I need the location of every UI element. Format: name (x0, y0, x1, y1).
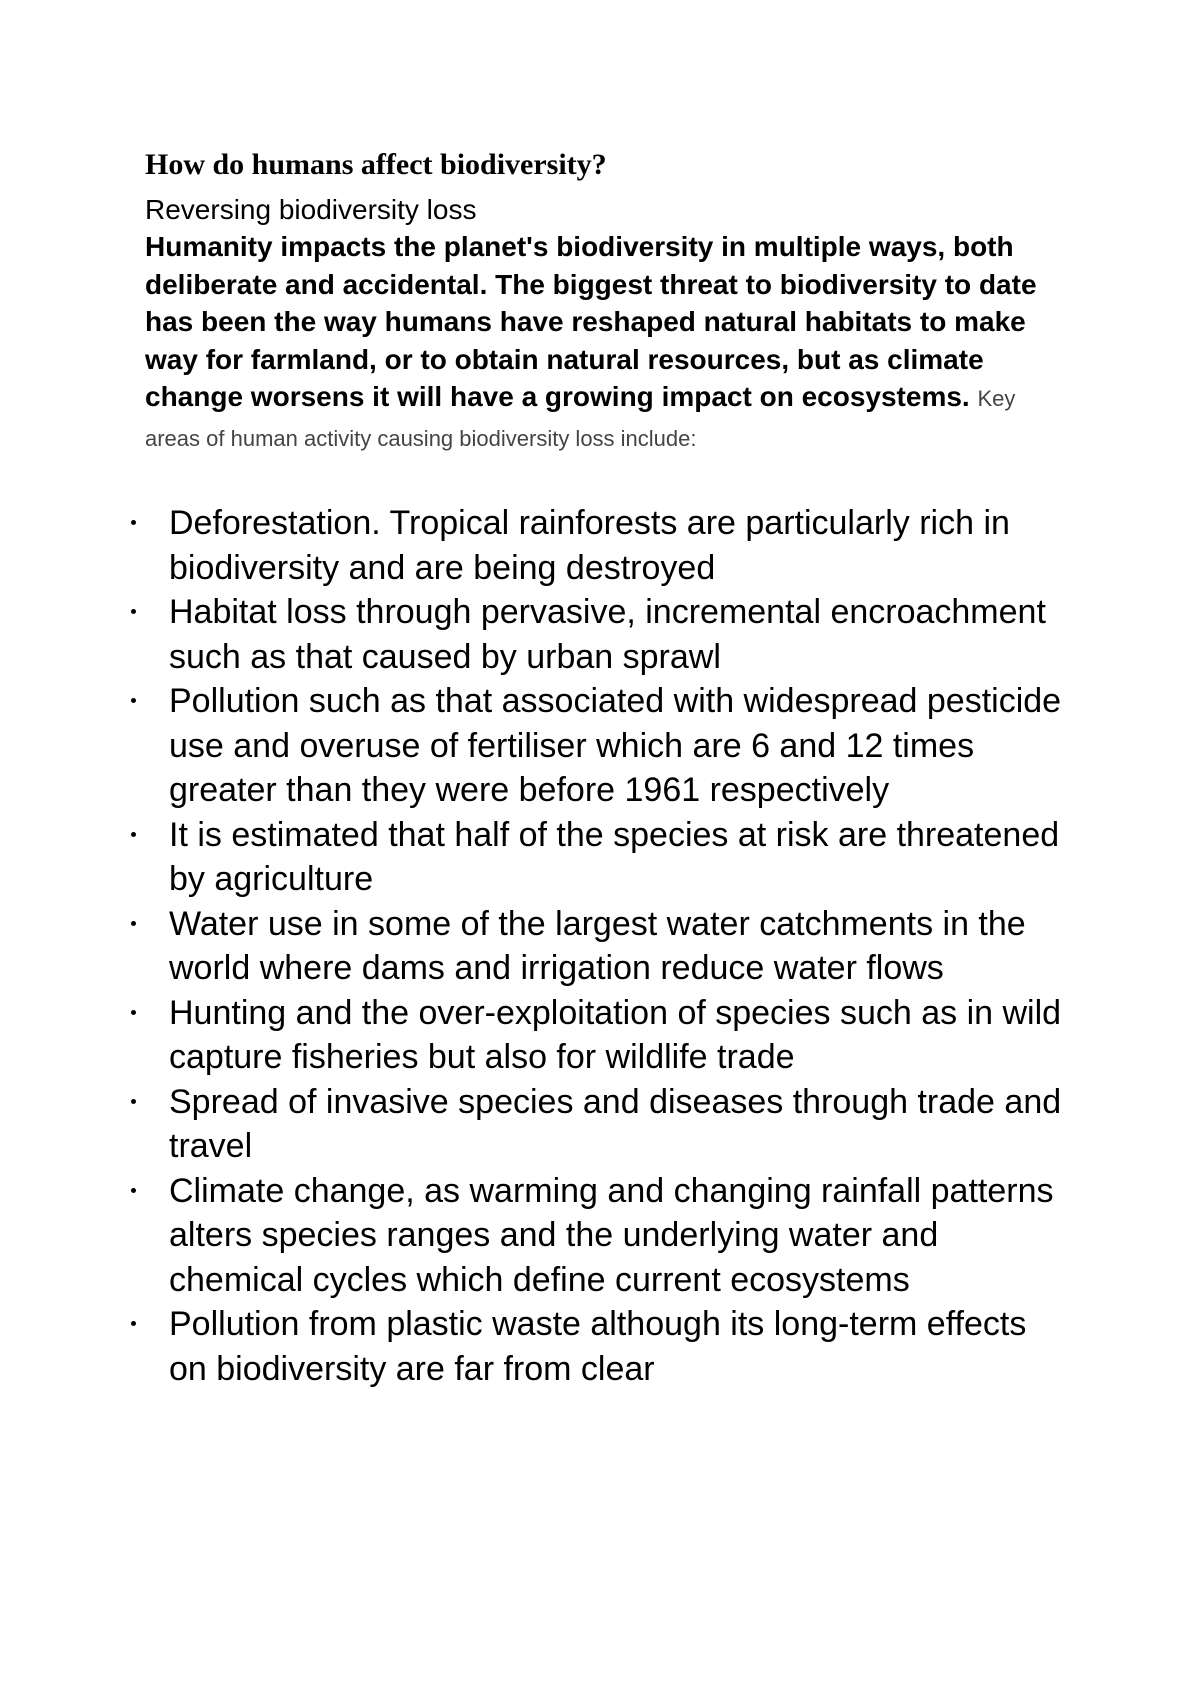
list-item (145, 590, 1070, 679)
list-item (145, 501, 1070, 590)
list-item-text: It is estimated that half of the species at risk are threatened by agriculture (169, 815, 1060, 898)
document-title: How do humans affect biodiversity? (145, 148, 607, 181)
list-item (145, 991, 1070, 1080)
list-item-text: Climate change, as warming and changing rainfall patterns alters species ranges and the underlying water and chemical cycles which define current ecosystems (169, 1171, 1054, 1299)
bullet-icon (131, 921, 136, 926)
bullet-icon (131, 698, 136, 703)
intro-paragraph (145, 228, 1070, 457)
bullet-icon (131, 832, 136, 837)
bullet-icon (131, 1188, 136, 1193)
list-item (145, 813, 1070, 902)
bullet-icon (131, 1321, 136, 1326)
list-item-text: Deforestation. Tropical rainforests are particularly rich in biodiversity and are being destroyed (169, 504, 1010, 587)
document-subtitle: Reversing biodiversity loss (145, 194, 477, 225)
intro-tail-text: Key areas of human activity causing biodiversity loss include: (145, 386, 1016, 451)
intro-bold-text: Humanity impacts the planet's biodiversity in multiple ways, both deliberate and accidental. The biggest threat to biodiversity to date has been the way humans have reshaped natural habitats to make way for farmland, or to obtain natural resources, but as climate change worsens it will have a growing impact on ecosystems. (145, 231, 1037, 412)
list-item (145, 902, 1070, 991)
list-item-text: Pollution from plastic waste although its long-term effects on biodiversity are far from clear (169, 1305, 1027, 1388)
bullet-icon (131, 1099, 136, 1104)
bullet-list (145, 501, 1070, 1391)
list-item (145, 1302, 1070, 1391)
bullet-icon (131, 609, 136, 614)
list-item-text: Spread of invasive species and diseases through trade and travel (169, 1082, 1062, 1165)
list-item-text: Pollution such as that associated with widespread pesticide use and overuse of fertiliser which are 6 and 12 times greater than they were before 1961 respectively (169, 682, 1062, 809)
list-item (145, 1169, 1070, 1303)
list-item (145, 1080, 1070, 1169)
bullet-icon (131, 1010, 136, 1015)
list-item (145, 679, 1070, 813)
document-page (145, 146, 1070, 1391)
list-item-text: Habitat loss through pervasive, incremental encroachment such as that caused by urban sprawl (169, 593, 1046, 676)
bullet-icon (131, 520, 136, 525)
list-item-text: Hunting and the over-exploitation of species such as in wild capture fisheries but also for wildlife trade (169, 993, 1062, 1076)
list-item-text: Water use in some of the largest water catchments in the world where dams and irrigation reduce water flows (169, 904, 1026, 987)
